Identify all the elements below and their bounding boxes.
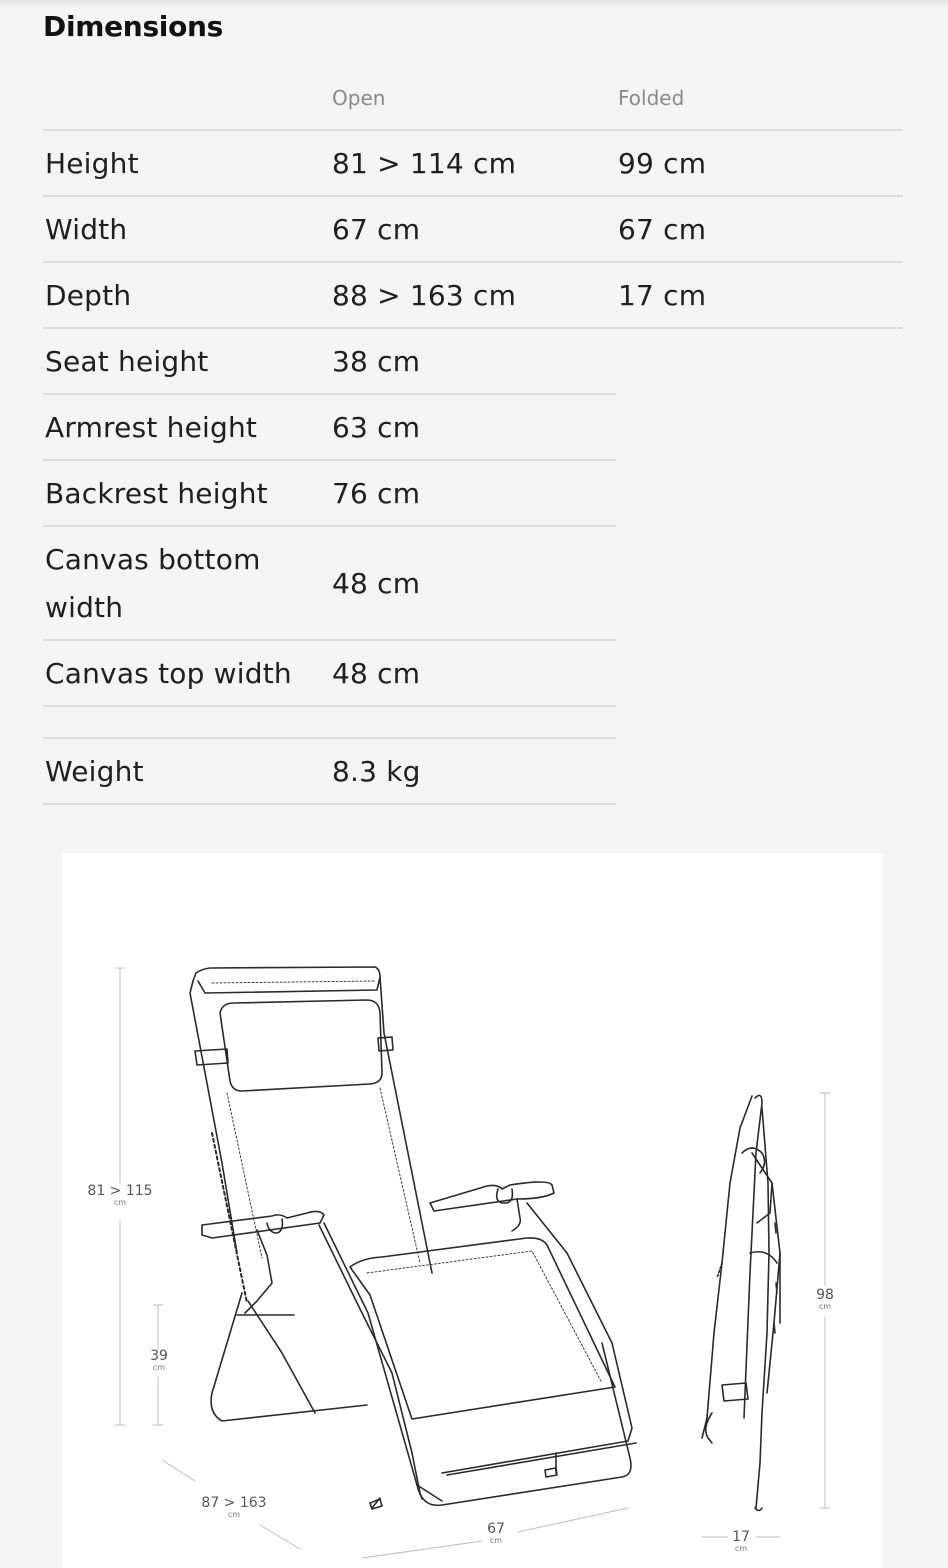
row-label: Weight bbox=[45, 755, 144, 788]
table-row-canvas-top-width bbox=[43, 639, 616, 705]
dimension-value: 81 > 115 bbox=[87, 1183, 153, 1199]
dimension-unit: cm bbox=[113, 1198, 127, 1207]
table-row-seat-height bbox=[43, 327, 616, 391]
table-row-weight bbox=[43, 737, 616, 805]
table-row-spacer bbox=[43, 705, 616, 737]
dimension-unit: cm bbox=[227, 1510, 241, 1519]
table-row-height bbox=[43, 129, 903, 195]
folded-value: 67 cm bbox=[618, 213, 707, 246]
row-label: Height bbox=[45, 147, 139, 180]
folded-value: 99 cm bbox=[618, 147, 707, 180]
table-row-backrest-height bbox=[43, 459, 616, 525]
row-label: Depth bbox=[45, 279, 132, 312]
open-value: 38 cm bbox=[332, 345, 421, 378]
dimension-value: 67 bbox=[487, 1521, 505, 1537]
dimension-value: 98 bbox=[816, 1287, 834, 1303]
dimension-value: 39 bbox=[150, 1348, 168, 1364]
chair-dimension-diagram bbox=[62, 853, 883, 1568]
open-value: 8.3 kg bbox=[332, 755, 421, 788]
dimension-value: 87 > 163 bbox=[201, 1495, 267, 1511]
column-header-open: Open bbox=[332, 86, 386, 110]
dimension-value: 17 bbox=[732, 1529, 750, 1545]
row-label: Width bbox=[45, 213, 128, 246]
dimension-height-folded bbox=[810, 1288, 840, 1311]
open-value: 63 cm bbox=[332, 411, 421, 444]
open-value: 48 cm bbox=[332, 567, 421, 600]
open-value: 67 cm bbox=[332, 213, 421, 246]
row-label: Seat height bbox=[45, 345, 209, 378]
dimension-depth-folded bbox=[726, 1530, 756, 1553]
table-row-armrest-height bbox=[43, 393, 616, 459]
dimension-seat-height bbox=[142, 1349, 176, 1372]
chair-drawing bbox=[62, 853, 883, 1568]
row-label-line1: Canvas bottom bbox=[45, 543, 261, 576]
folded-value: 17 cm bbox=[618, 279, 707, 312]
table-row-width bbox=[43, 195, 903, 261]
dimension-unit: cm bbox=[818, 1302, 832, 1311]
open-value: 48 cm bbox=[332, 657, 421, 690]
open-value: 76 cm bbox=[332, 477, 421, 510]
column-header-folded: Folded bbox=[618, 86, 685, 110]
open-value: 88 > 163 cm bbox=[332, 279, 517, 312]
table-row-depth bbox=[43, 261, 903, 329]
dimension-unit: cm bbox=[152, 1363, 166, 1372]
row-label: Armrest height bbox=[45, 411, 258, 444]
row-label-line2: width bbox=[45, 591, 124, 624]
dimension-depth-open bbox=[198, 1496, 270, 1519]
top-shadow bbox=[0, 0, 948, 8]
table-row-canvas-bottom-width bbox=[43, 525, 616, 639]
dimension-unit: cm bbox=[734, 1544, 748, 1553]
dimension-unit: cm bbox=[489, 1536, 503, 1545]
dimension-height-open bbox=[84, 1184, 156, 1207]
section-title: Dimensions bbox=[43, 10, 224, 43]
row-label: Backrest height bbox=[45, 477, 268, 510]
row-label: Canvas top width bbox=[45, 657, 292, 690]
dimension-width bbox=[480, 1522, 512, 1545]
open-value: 81 > 114 cm bbox=[332, 147, 517, 180]
